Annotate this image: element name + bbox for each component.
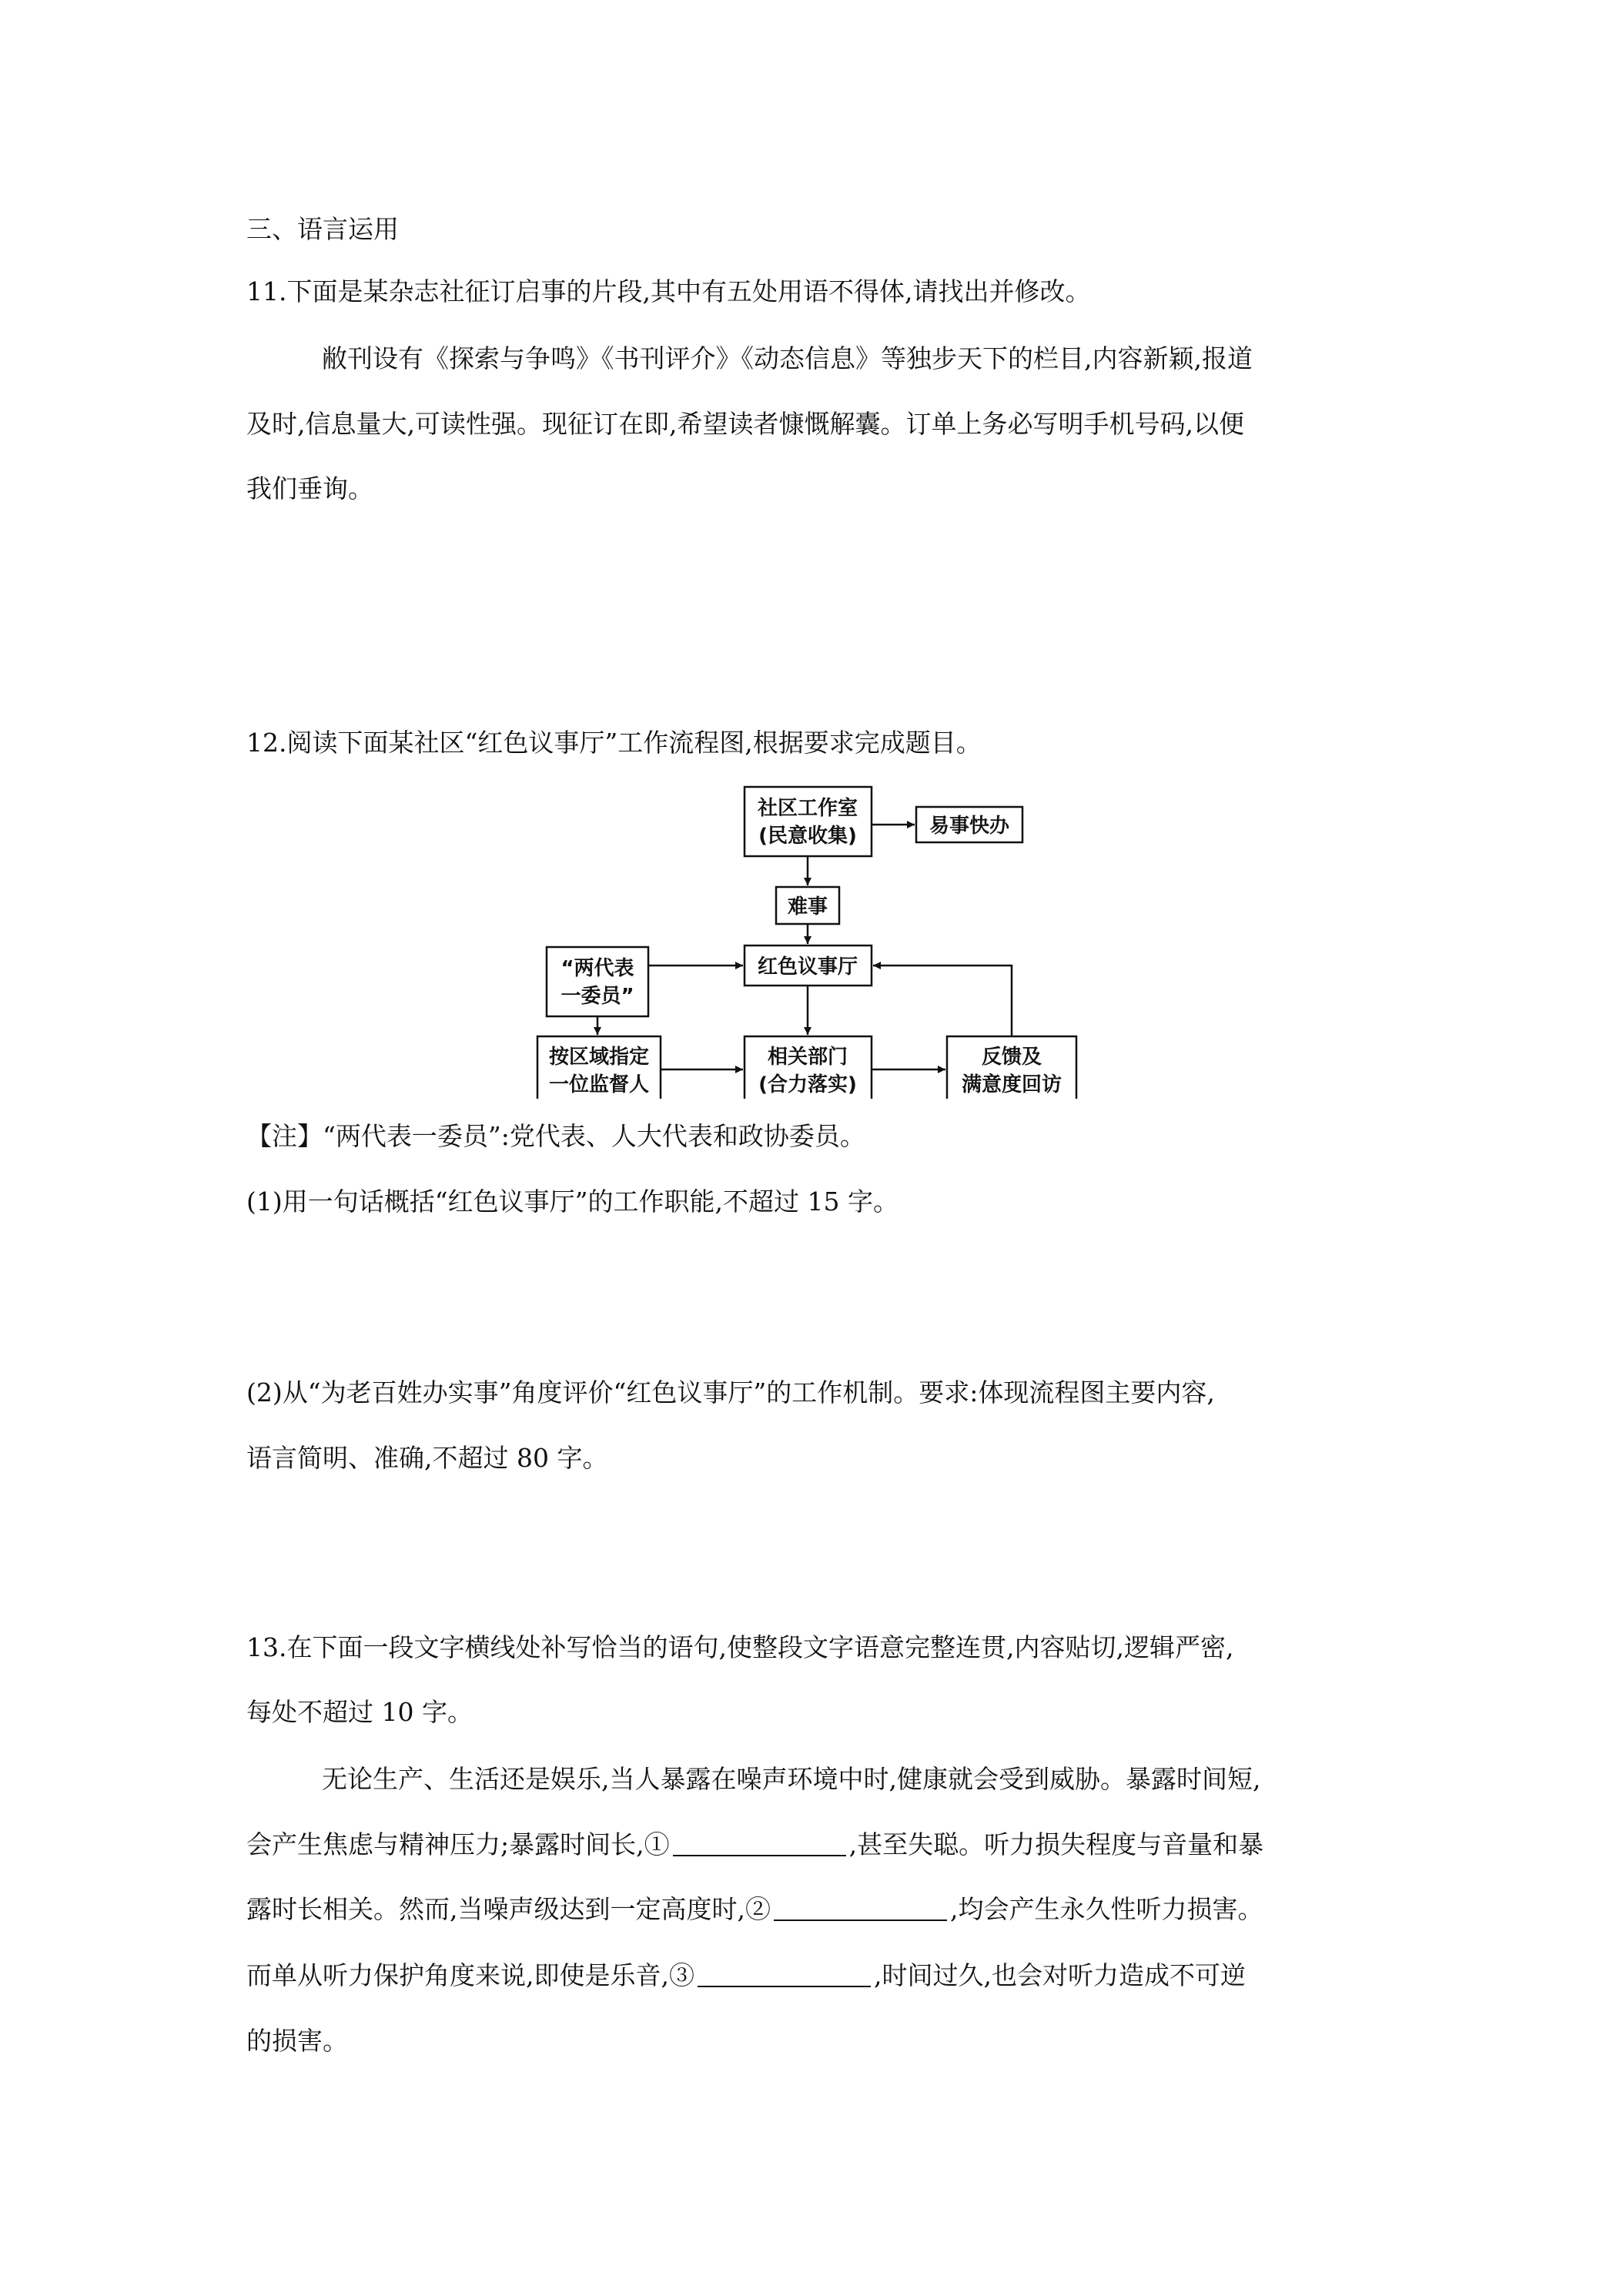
node-easy-matters-label: 易事快办: [929, 815, 1010, 838]
q13-stem-line-2: 每处不超过 10 字。: [246, 1697, 473, 1727]
q11-passage-line-3: 我们垂询。: [246, 474, 373, 504]
answer-blank-1[interactable]: [673, 1832, 846, 1856]
node-supervisor-l2: 一位监督人: [548, 1073, 650, 1096]
q12-sub2-line-1: (2)从“为老百姓办实事”角度评价“红色议事厅”的工作机制。要求:体现流程图主要内容,: [246, 1377, 1215, 1407]
flowchart: [531, 779, 1086, 1099]
q12-note: 【注】“两代表一委员”:党代表、人大代表和政协委员。: [246, 1121, 865, 1151]
q13-para-line-1: 无论生产、生活还是娱乐,当人暴露在噪声环境中时,健康就会受到威胁。暴露时间短,: [322, 1764, 1261, 1794]
section-title: 三、语言运用: [246, 214, 399, 244]
q13-text-3a: 露时长相关。然而,当噪声级达到一定高度时,②: [246, 1894, 771, 1924]
q11-passage-line-1: 敝刊设有《探索与争鸣》《书刊评介》《动态信息》等独步天下的栏目,内容新颖,报道: [322, 343, 1253, 373]
q13-para-line-5: 的损害。: [246, 2026, 348, 2056]
node-feedback-l2: 满意度回访: [961, 1073, 1062, 1096]
answer-blank-2[interactable]: [774, 1896, 947, 1921]
q13-text-4a: 而单从听力保护角度来说,即使是乐音,③: [246, 1960, 694, 1990]
node-red-hall-label: 红色议事厅: [757, 956, 858, 979]
q11-stem: 11.下面是某杂志社征订启事的片段,其中有五处用语不得体,请找出并修改。: [246, 276, 1091, 306]
q13-text-4b: ,时间过久,也会对听力造成不可逆: [873, 1960, 1246, 1990]
node-feedback-l1: 反馈及: [981, 1046, 1042, 1069]
q13-para-line-4: [246, 1960, 1246, 1990]
q12-sub2-line-2: 语言简明、准确,不超过 80 字。: [246, 1443, 608, 1473]
node-reps-l2: 一委员”: [561, 985, 634, 1008]
node-community-office-l1: 社区工作室: [757, 797, 858, 820]
q13-para-line-2: [246, 1829, 1264, 1859]
q13-text-2a: 会产生焦虑与精神压力;暴露时间长,①: [246, 1829, 670, 1859]
node-departments-l1: 相关部门: [767, 1046, 848, 1069]
q13-para-line-3: [246, 1896, 1263, 1922]
q13-text-2b: ,甚至失聪。听力损失程度与音量和暴: [848, 1829, 1264, 1859]
node-departments-l2: (合力落实): [758, 1073, 857, 1096]
q13-stem-line-1: 13.在下面一段文字横线处补写恰当的语句,使整段文字语意完整连贯,内容贴切,逻辑严密,: [246, 1632, 1234, 1662]
node-supervisor-l1: 按区域指定: [548, 1046, 650, 1069]
node-hard-matters-label: 难事: [787, 895, 828, 919]
q12-stem: 12.阅读下面某社区“红色议事厅”工作流程图,根据要求完成题目。: [246, 728, 982, 758]
node-community-office-l2: (民意收集): [758, 825, 857, 848]
node-reps-l1: “两代表: [561, 957, 634, 980]
arrow-feedback-to-hall: [873, 966, 1012, 1036]
q13-text-3b: ,均会产生永久性听力损害。: [949, 1894, 1263, 1924]
q11-passage-line-2: 及时,信息量大,可读性强。现征订在即,希望读者慷慨解囊。订单上务必写明手机号码,以便: [246, 409, 1244, 439]
q12-sub1: (1)用一句话概括“红色议事厅”的工作职能,不超过 15 字。: [246, 1186, 899, 1217]
answer-blank-3[interactable]: [698, 1963, 871, 1987]
